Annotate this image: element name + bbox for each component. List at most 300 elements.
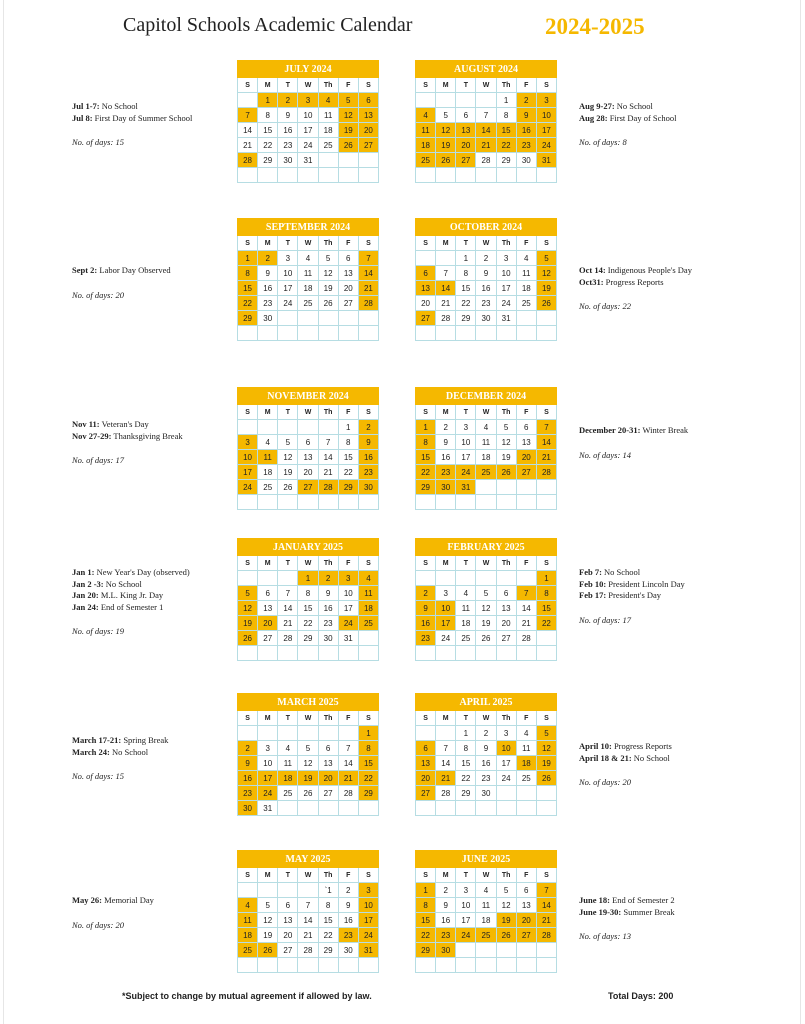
day-cell: 22 bbox=[416, 465, 436, 480]
weekday-header: S bbox=[416, 236, 436, 251]
empty-cell bbox=[338, 958, 358, 973]
day-cell: 15 bbox=[318, 913, 338, 928]
day-cell: 7 bbox=[436, 741, 456, 756]
day-cell: 19 bbox=[238, 616, 258, 631]
month-calendar bbox=[415, 218, 557, 341]
day-cell: 5 bbox=[536, 251, 556, 266]
day-cell: 15 bbox=[258, 123, 278, 138]
day-cell: 21 bbox=[298, 928, 318, 943]
empty-cell bbox=[456, 326, 476, 341]
note-event: Memorial Day bbox=[104, 895, 154, 905]
day-cell: 5 bbox=[476, 586, 496, 601]
day-cell: 23 bbox=[476, 771, 496, 786]
day-cell: 23 bbox=[476, 296, 496, 311]
day-cell: 28 bbox=[536, 465, 556, 480]
day-cell: 17 bbox=[278, 281, 298, 296]
day-cell: 5 bbox=[298, 741, 318, 756]
day-cell: 24 bbox=[358, 928, 378, 943]
day-cell: 6 bbox=[358, 93, 378, 108]
day-cell: 24 bbox=[496, 296, 516, 311]
day-cell: 5 bbox=[496, 420, 516, 435]
note-date: Feb 10: bbox=[579, 578, 607, 589]
empty-cell bbox=[416, 251, 436, 266]
empty-cell bbox=[338, 495, 358, 510]
day-cell: 22 bbox=[358, 771, 378, 786]
day-cell: 6 bbox=[318, 741, 338, 756]
day-cell: 21 bbox=[436, 296, 456, 311]
empty-cell bbox=[278, 326, 298, 341]
day-cell: 14 bbox=[318, 450, 338, 465]
weekday-header: F bbox=[516, 556, 536, 571]
weekday-header: M bbox=[436, 711, 456, 726]
day-cell: 2 bbox=[318, 571, 338, 586]
note-date: Oct 14: bbox=[579, 265, 606, 275]
empty-cell bbox=[358, 326, 378, 341]
day-cell: 30 bbox=[516, 153, 536, 168]
day-cell: 8 bbox=[358, 741, 378, 756]
empty-cell bbox=[436, 495, 456, 510]
day-cell: 29 bbox=[338, 480, 358, 495]
day-cell: 19 bbox=[536, 281, 556, 296]
note-line bbox=[72, 113, 247, 125]
day-cell: 13 bbox=[358, 108, 378, 123]
empty-cell bbox=[278, 883, 298, 898]
empty-cell bbox=[338, 726, 358, 741]
weekday-header: T bbox=[456, 868, 476, 883]
day-cell: 18 bbox=[516, 281, 536, 296]
empty-cell bbox=[258, 726, 278, 741]
school-days-count: No. of days: 22 bbox=[579, 301, 631, 311]
day-cell: 20 bbox=[358, 123, 378, 138]
note-event: Indigenous People's Day bbox=[607, 265, 692, 275]
day-cell: 16 bbox=[258, 281, 278, 296]
weekday-header: T bbox=[278, 711, 298, 726]
day-cell: 30 bbox=[476, 786, 496, 801]
day-cell: 14 bbox=[476, 123, 496, 138]
day-cell: 15 bbox=[338, 450, 358, 465]
day-cell: 26 bbox=[496, 928, 516, 943]
weekday-header: Th bbox=[496, 78, 516, 93]
day-cell: 3 bbox=[338, 571, 358, 586]
note-date: April 18 & 21: bbox=[579, 752, 632, 763]
day-cell: 12 bbox=[278, 450, 298, 465]
empty-cell bbox=[278, 420, 298, 435]
note-line bbox=[579, 567, 754, 579]
empty-cell bbox=[436, 958, 456, 973]
month-title: AUGUST 2024 bbox=[416, 61, 557, 78]
day-cell: 29 bbox=[258, 153, 278, 168]
weekday-header: S bbox=[238, 236, 258, 251]
day-cell: 8 bbox=[456, 266, 476, 281]
note-date: Jan 20: bbox=[72, 590, 99, 600]
school-days-count: No. of days: 17 bbox=[72, 455, 124, 465]
weekday-header: S bbox=[238, 711, 258, 726]
day-cell: 25 bbox=[318, 138, 338, 153]
note-date: Sept 2: bbox=[72, 265, 98, 275]
day-cell: 10 bbox=[258, 756, 278, 771]
empty-cell bbox=[436, 571, 456, 586]
day-cell: 20 bbox=[496, 616, 516, 631]
weekday-header: S bbox=[238, 868, 258, 883]
note-line bbox=[72, 735, 247, 747]
day-cell: 8 bbox=[416, 898, 436, 913]
weekday-header: T bbox=[456, 556, 476, 571]
day-cell: 16 bbox=[416, 616, 436, 631]
day-cell: 6 bbox=[298, 435, 318, 450]
weekday-header: T bbox=[278, 556, 298, 571]
note-date: Nov 11: bbox=[72, 419, 100, 429]
weekday-header: M bbox=[436, 405, 456, 420]
note-event: Labor Day Observed bbox=[99, 265, 171, 275]
month-title: MARCH 2025 bbox=[238, 694, 379, 711]
weekday-header: T bbox=[456, 711, 476, 726]
day-cell: 28 bbox=[516, 631, 536, 646]
note-line bbox=[579, 113, 754, 125]
note-line bbox=[579, 277, 754, 289]
day-cell: 1 bbox=[496, 93, 516, 108]
empty-cell bbox=[476, 958, 496, 973]
day-cell: 26 bbox=[476, 631, 496, 646]
note-date: June 19-30: bbox=[579, 906, 622, 917]
weekday-header: F bbox=[338, 78, 358, 93]
day-cell: 2 bbox=[258, 251, 278, 266]
empty-cell bbox=[298, 646, 318, 661]
weekday-header: M bbox=[436, 556, 456, 571]
empty-cell bbox=[476, 646, 496, 661]
day-cell: 18 bbox=[516, 756, 536, 771]
day-cell: 30 bbox=[436, 943, 456, 958]
empty-cell bbox=[456, 943, 476, 958]
weekday-header: W bbox=[476, 868, 496, 883]
day-cell: 28 bbox=[318, 480, 338, 495]
day-cell: 16 bbox=[516, 123, 536, 138]
empty-cell bbox=[516, 326, 536, 341]
empty-cell bbox=[258, 420, 278, 435]
day-cell: 18 bbox=[318, 123, 338, 138]
month-notes bbox=[579, 101, 754, 149]
month-calendar bbox=[237, 218, 379, 341]
day-cell: 24 bbox=[278, 296, 298, 311]
note-event: Thanksgiving Break bbox=[113, 430, 183, 441]
day-cell: 18 bbox=[258, 465, 278, 480]
day-cell: 2 bbox=[238, 741, 258, 756]
empty-cell bbox=[456, 93, 476, 108]
day-cell: 11 bbox=[516, 266, 536, 281]
day-cell: 14 bbox=[516, 601, 536, 616]
day-cell: 3 bbox=[298, 93, 318, 108]
weekday-header: S bbox=[358, 556, 378, 571]
page-title: Capitol Schools Academic Calendar bbox=[123, 14, 413, 36]
day-cell: 13 bbox=[516, 435, 536, 450]
day-cell: 6 bbox=[516, 420, 536, 435]
month-title: JANUARY 2025 bbox=[238, 539, 379, 556]
day-cell: 8 bbox=[536, 586, 556, 601]
day-cell: 20 bbox=[416, 771, 436, 786]
day-cell: 19 bbox=[476, 616, 496, 631]
empty-cell bbox=[318, 646, 338, 661]
day-cell: 29 bbox=[456, 786, 476, 801]
note-event: No School bbox=[604, 567, 641, 577]
day-cell: 5 bbox=[536, 726, 556, 741]
day-cell: 7 bbox=[298, 898, 318, 913]
day-cell: 11 bbox=[258, 450, 278, 465]
day-cell: 1 bbox=[298, 571, 318, 586]
day-cell: 20 bbox=[516, 913, 536, 928]
note-line bbox=[579, 753, 754, 765]
weekday-header: S bbox=[238, 78, 258, 93]
day-cell: 31 bbox=[258, 801, 278, 816]
weekday-header: S bbox=[536, 711, 556, 726]
weekday-header: Th bbox=[496, 711, 516, 726]
empty-cell bbox=[436, 93, 456, 108]
empty-cell bbox=[338, 168, 358, 183]
empty-cell bbox=[496, 801, 516, 816]
day-cell: 15 bbox=[456, 756, 476, 771]
day-cell: 9 bbox=[278, 108, 298, 123]
weekday-header: S bbox=[358, 78, 378, 93]
day-cell: 12 bbox=[476, 601, 496, 616]
day-cell: 21 bbox=[536, 450, 556, 465]
weekday-header: Th bbox=[496, 868, 516, 883]
empty-cell bbox=[298, 883, 318, 898]
note-line bbox=[72, 590, 247, 602]
note-line bbox=[72, 579, 247, 591]
empty-cell bbox=[238, 168, 258, 183]
empty-cell bbox=[298, 326, 318, 341]
day-cell: 22 bbox=[416, 928, 436, 943]
weekday-header: S bbox=[416, 868, 436, 883]
day-cell: 19 bbox=[436, 138, 456, 153]
day-cell: 17 bbox=[358, 913, 378, 928]
day-cell: 15 bbox=[298, 601, 318, 616]
day-cell: 25 bbox=[456, 631, 476, 646]
day-cell: 13 bbox=[258, 601, 278, 616]
day-cell: 7 bbox=[476, 108, 496, 123]
weekday-header: W bbox=[298, 405, 318, 420]
month-notes bbox=[579, 425, 754, 461]
day-cell: 16 bbox=[318, 601, 338, 616]
empty-cell bbox=[476, 495, 496, 510]
weekday-header: T bbox=[456, 78, 476, 93]
day-cell: 5 bbox=[258, 898, 278, 913]
day-cell: 3 bbox=[358, 883, 378, 898]
day-cell: 30 bbox=[238, 801, 258, 816]
day-cell: 6 bbox=[496, 586, 516, 601]
day-cell: 24 bbox=[456, 465, 476, 480]
month-notes bbox=[579, 567, 754, 626]
day-cell: 17 bbox=[258, 771, 278, 786]
day-cell: 10 bbox=[456, 435, 476, 450]
day-cell: 11 bbox=[416, 123, 436, 138]
day-cell: 10 bbox=[298, 108, 318, 123]
day-cell: 24 bbox=[258, 786, 278, 801]
empty-cell bbox=[536, 326, 556, 341]
day-cell: 13 bbox=[318, 756, 338, 771]
empty-cell bbox=[516, 958, 536, 973]
empty-cell bbox=[278, 801, 298, 816]
day-cell: 21 bbox=[436, 771, 456, 786]
day-cell: 5 bbox=[338, 93, 358, 108]
month-title: APRIL 2025 bbox=[416, 694, 557, 711]
empty-cell bbox=[516, 495, 536, 510]
day-cell: 24 bbox=[436, 631, 456, 646]
empty-cell bbox=[416, 646, 436, 661]
day-cell: 6 bbox=[338, 251, 358, 266]
empty-cell bbox=[416, 801, 436, 816]
day-cell: 13 bbox=[278, 913, 298, 928]
month-notes bbox=[579, 741, 754, 789]
weekday-header: F bbox=[338, 236, 358, 251]
empty-cell bbox=[298, 420, 318, 435]
school-days-count: No. of days: 15 bbox=[72, 771, 124, 781]
month-calendar bbox=[237, 693, 379, 816]
day-cell: 27 bbox=[456, 153, 476, 168]
day-cell: 11 bbox=[298, 266, 318, 281]
empty-cell bbox=[416, 571, 436, 586]
weekday-header: T bbox=[278, 868, 298, 883]
note-event: President's Day bbox=[608, 590, 662, 600]
day-cell: 10 bbox=[436, 601, 456, 616]
note-line bbox=[579, 907, 754, 919]
day-cell: 22 bbox=[238, 296, 258, 311]
day-cell: 4 bbox=[238, 898, 258, 913]
day-cell: 27 bbox=[338, 296, 358, 311]
day-cell: 14 bbox=[536, 435, 556, 450]
day-cell: 10 bbox=[456, 898, 476, 913]
note-event: No School bbox=[111, 746, 149, 757]
month-notes bbox=[579, 265, 754, 313]
empty-cell bbox=[456, 168, 476, 183]
day-cell: 3 bbox=[238, 435, 258, 450]
month-title: DECEMBER 2024 bbox=[416, 388, 557, 405]
day-cell: 28 bbox=[338, 786, 358, 801]
empty-cell bbox=[476, 93, 496, 108]
day-cell: 8 bbox=[298, 586, 318, 601]
day-cell: 13 bbox=[416, 756, 436, 771]
day-cell: 27 bbox=[496, 631, 516, 646]
empty-cell bbox=[536, 495, 556, 510]
weekday-header: W bbox=[298, 556, 318, 571]
day-cell: 2 bbox=[338, 883, 358, 898]
weekday-header: W bbox=[476, 405, 496, 420]
weekday-header: S bbox=[238, 556, 258, 571]
day-cell: 26 bbox=[258, 943, 278, 958]
day-cell: 23 bbox=[318, 616, 338, 631]
weekday-header: M bbox=[436, 236, 456, 251]
empty-cell bbox=[436, 326, 456, 341]
day-cell: 16 bbox=[338, 913, 358, 928]
day-cell: 15 bbox=[416, 913, 436, 928]
empty-cell bbox=[238, 495, 258, 510]
day-cell: 29 bbox=[318, 943, 338, 958]
month-notes bbox=[72, 265, 247, 301]
empty-cell bbox=[496, 943, 516, 958]
weekday-header: M bbox=[436, 78, 456, 93]
empty-cell bbox=[358, 646, 378, 661]
empty-cell bbox=[536, 801, 556, 816]
weekday-header: Th bbox=[496, 405, 516, 420]
day-cell: 9 bbox=[516, 108, 536, 123]
empty-cell bbox=[318, 311, 338, 326]
day-cell: 6 bbox=[416, 741, 436, 756]
day-cell: 25 bbox=[516, 771, 536, 786]
day-cell: 1 bbox=[338, 420, 358, 435]
footer-disclaimer: *Subject to change by mutual agreement if allowed by law. bbox=[122, 991, 372, 1001]
empty-cell bbox=[416, 326, 436, 341]
note-event: Winter Break bbox=[642, 425, 689, 435]
day-cell: 25 bbox=[358, 616, 378, 631]
day-cell: 21 bbox=[536, 913, 556, 928]
day-cell: 30 bbox=[436, 480, 456, 495]
day-cell: 3 bbox=[496, 251, 516, 266]
weekday-header: S bbox=[536, 868, 556, 883]
day-cell: 6 bbox=[516, 883, 536, 898]
weekday-header: F bbox=[516, 868, 536, 883]
month-calendar bbox=[415, 60, 557, 183]
empty-cell bbox=[298, 958, 318, 973]
note-line bbox=[579, 741, 754, 753]
day-cell: 14 bbox=[358, 266, 378, 281]
empty-cell bbox=[318, 801, 338, 816]
day-cell: 6 bbox=[456, 108, 476, 123]
day-cell: 28 bbox=[238, 153, 258, 168]
weekday-header: T bbox=[278, 405, 298, 420]
day-cell: 15 bbox=[496, 123, 516, 138]
day-cell: 11 bbox=[476, 898, 496, 913]
day-cell: 11 bbox=[238, 913, 258, 928]
weekday-header: S bbox=[536, 236, 556, 251]
empty-cell bbox=[278, 726, 298, 741]
day-cell: 2 bbox=[436, 420, 456, 435]
note-event: President Lincoln Day bbox=[608, 578, 685, 589]
note-line bbox=[579, 101, 754, 113]
day-cell: 1 bbox=[238, 251, 258, 266]
empty-cell bbox=[476, 801, 496, 816]
note-date: December 20-31: bbox=[579, 425, 641, 435]
day-cell: 14 bbox=[238, 123, 258, 138]
day-cell: 18 bbox=[358, 601, 378, 616]
empty-cell bbox=[516, 801, 536, 816]
day-cell: 18 bbox=[278, 771, 298, 786]
note-date: May 26: bbox=[72, 895, 102, 905]
note-line bbox=[72, 265, 247, 277]
day-cell: 7 bbox=[338, 741, 358, 756]
day-cell: 28 bbox=[536, 928, 556, 943]
month-calendar bbox=[237, 538, 379, 661]
day-cell: 4 bbox=[516, 251, 536, 266]
day-cell: 31 bbox=[298, 153, 318, 168]
day-cell: 1 bbox=[416, 420, 436, 435]
empty-cell bbox=[318, 726, 338, 741]
weekday-header: T bbox=[278, 236, 298, 251]
day-cell: 17 bbox=[536, 123, 556, 138]
day-cell: 9 bbox=[238, 756, 258, 771]
weekday-header: Th bbox=[318, 236, 338, 251]
day-cell: 30 bbox=[318, 631, 338, 646]
day-cell: 8 bbox=[318, 898, 338, 913]
month-title: MAY 2025 bbox=[238, 851, 379, 868]
empty-cell bbox=[278, 168, 298, 183]
day-cell: 2 bbox=[476, 726, 496, 741]
day-cell: 10 bbox=[238, 450, 258, 465]
empty-cell bbox=[318, 153, 338, 168]
day-cell: 24 bbox=[338, 616, 358, 631]
day-cell: 30 bbox=[338, 943, 358, 958]
day-cell: 24 bbox=[298, 138, 318, 153]
month-title: SEPTEMBER 2024 bbox=[238, 219, 379, 236]
empty-cell bbox=[496, 646, 516, 661]
day-cell: 31 bbox=[358, 943, 378, 958]
